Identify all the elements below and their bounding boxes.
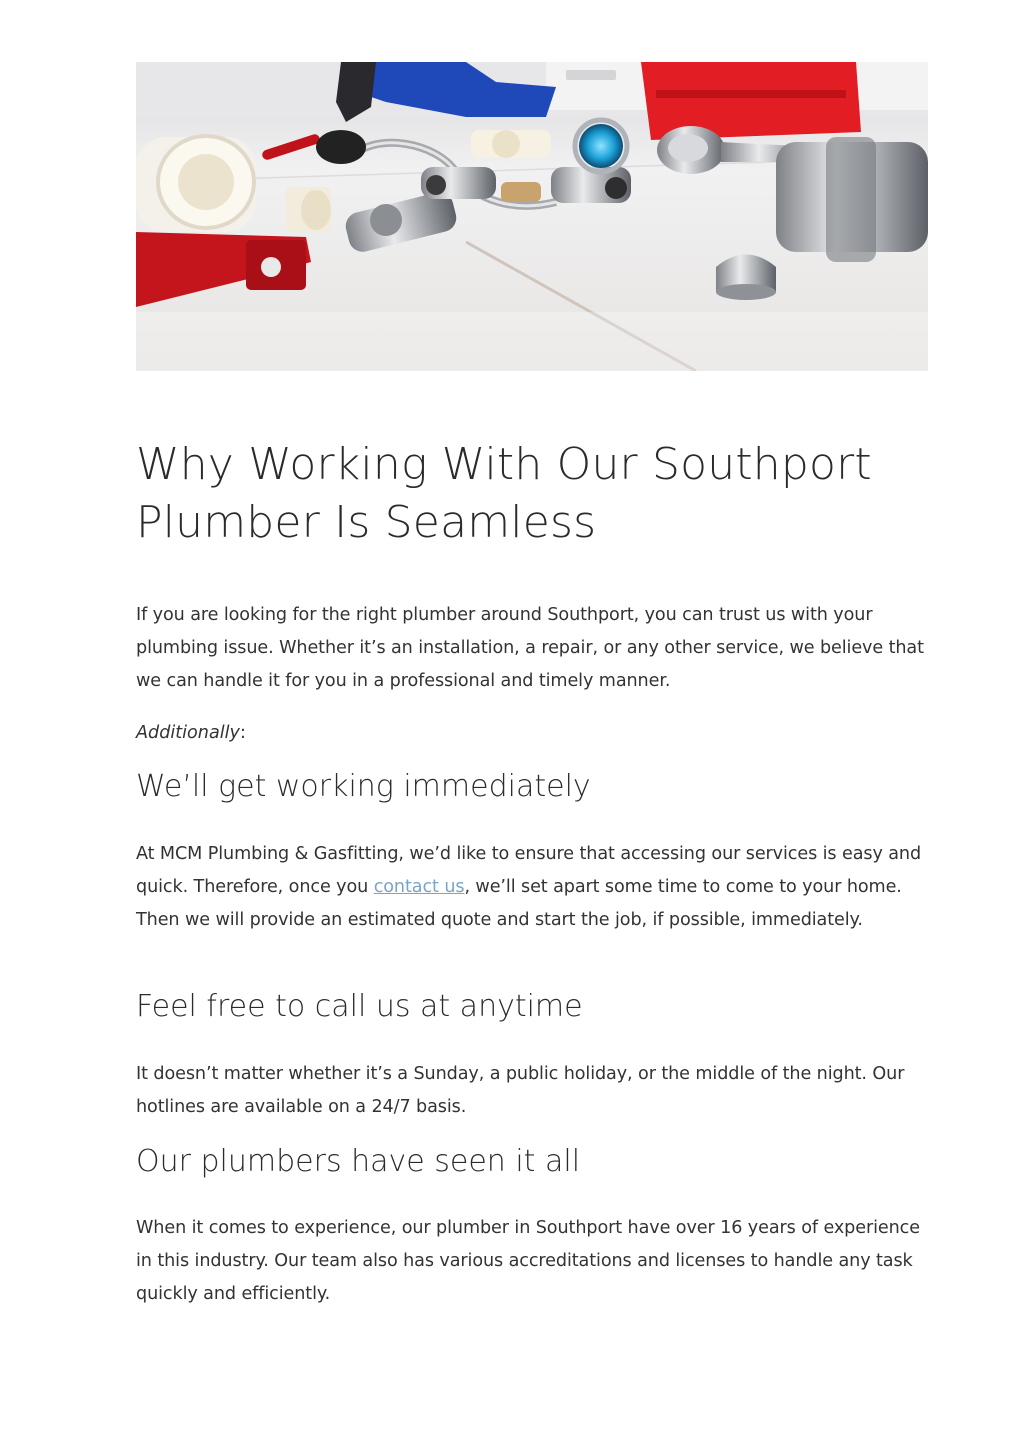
additionally-label: [136, 717, 246, 750]
plumbing-tools-photo-icon: [136, 62, 928, 371]
section-body-call-anytime: It doesn’t matter whether it’s a Sunday, a public holiday, or the middle of the night. Our hotlines are available on a 24/7 basis.: [136, 1064, 905, 1117]
hero-image: [136, 62, 928, 371]
additionally-italic: Additionally: [136, 723, 240, 743]
section-body-text-after-link: , we’ll set apart some time to come to your home. Then we will provide an estimated quote and start the job, if possible, immediately.: [136, 877, 902, 930]
contact-us-link[interactable]: contact us: [373, 877, 465, 897]
section-heading-working-immediately: We’ll get working immediately: [136, 769, 591, 804]
additionally-colon: :: [239, 723, 246, 743]
section-body-text-before-link: At MCM Plumbing & Gasfitting, we’d like to ensure that accessing our services is easy and quick. Therefore, once you: [136, 844, 922, 897]
page-title: Why Working With Our Southport Plumber Is Seamless: [136, 439, 872, 548]
section-body-seen-it-all: When it comes to experience, our plumber in Southport have over 16 years of experience in this industry. Our team also has various accreditations and licenses to handle any task quickly and efficiently.: [136, 1218, 920, 1304]
section-body-working-immediately: [136, 838, 928, 937]
section-heading-seen-it-all: Our plumbers have seen it all: [136, 1144, 581, 1179]
section-heading-call-anytime: Feel free to call us at anytime: [136, 989, 583, 1024]
intro-paragraph: If you are looking for the right plumber around Southport, you can trust us with your plumbing issue. Whether it’s an installation, a repair, or any other service, we believe that we can handle it for you in a professional and timely manner.: [136, 605, 924, 691]
